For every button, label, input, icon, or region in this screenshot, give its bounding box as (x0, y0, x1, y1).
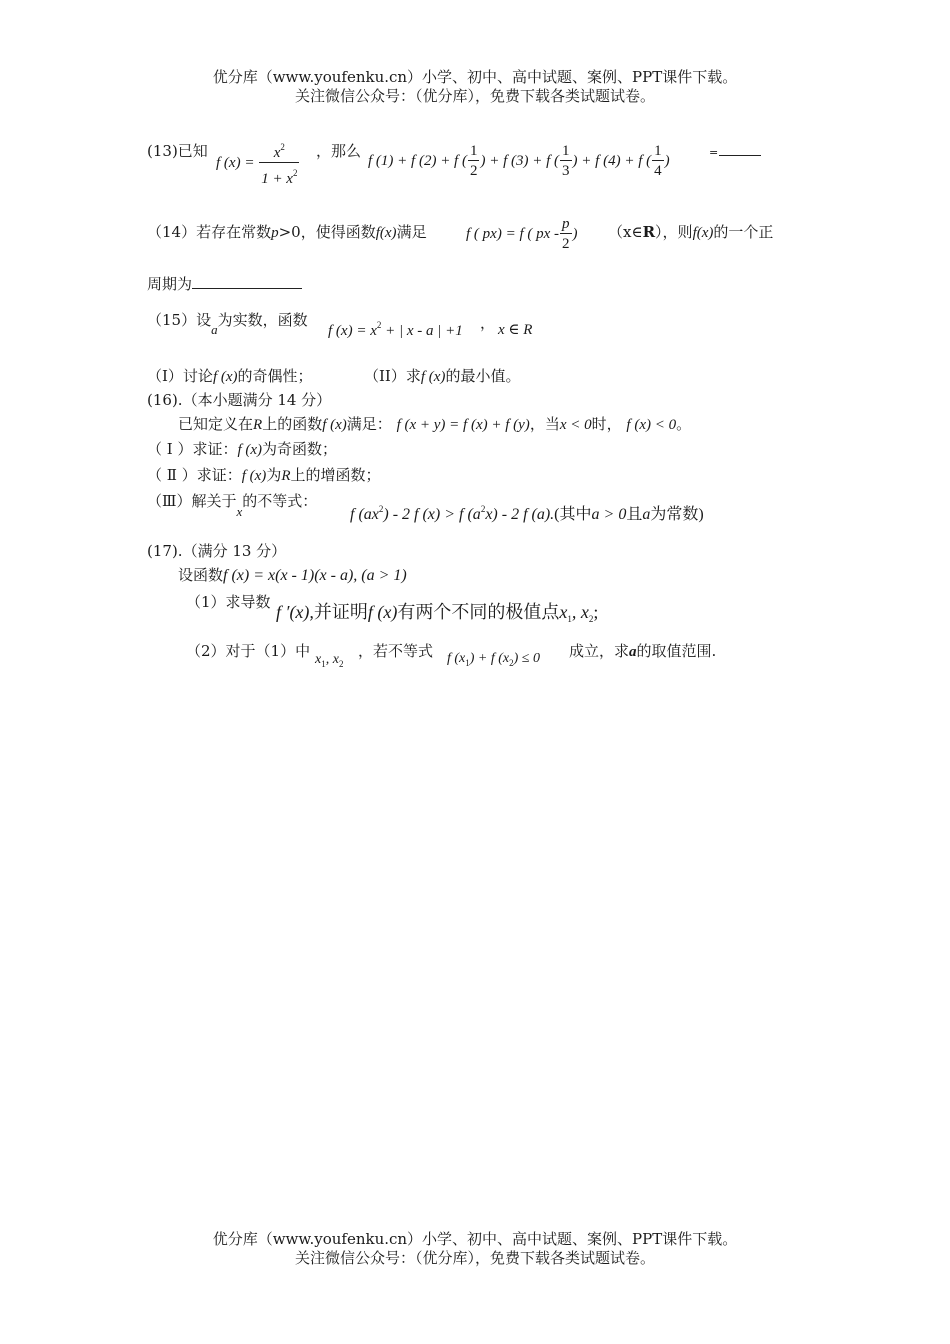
q17-part-1-semi: ; (593, 602, 599, 622)
q16-part-2-end: 上的增函数； (290, 466, 381, 484)
q13-frac-den-exp: 2 (292, 168, 298, 178)
q15-number: （15） (147, 311, 197, 329)
q16-R: R (253, 417, 263, 433)
q15-func-rest: + | x - a | +1 (381, 323, 463, 339)
q13-number: (13) (147, 142, 178, 160)
q14-line-1-end (608, 221, 773, 242)
q13-sum-part2: ) + f (3) + f ( (480, 153, 560, 169)
q16-inequality (350, 501, 704, 524)
q14-text-3: 满足 (396, 223, 427, 241)
q17-part-1-x2-sub: 2 (588, 614, 594, 624)
q14-number: （14） (147, 223, 197, 241)
q16-part-1-fx: f (x) (237, 442, 263, 458)
q16-part-2-mid: 为 (266, 466, 282, 484)
q16-part-1-label: （ Ⅰ ）求证： (147, 440, 238, 458)
q17-part-2-mid: ，若不等式 (358, 642, 434, 660)
q16-part-3-x: x (236, 504, 243, 519)
q13-close-paren: ) (664, 153, 670, 169)
q17-number: (17). (147, 542, 183, 560)
q16-cond: x < 0 (559, 417, 592, 433)
q13-frac-num-exp: 2 (280, 142, 285, 152)
q17-part-1-sep: , x (571, 602, 589, 622)
q14-equation (466, 215, 578, 254)
q14-R: R (642, 223, 656, 241)
q13-half: $\frac{1}{2}$ (469, 143, 478, 179)
q16-part-2 (147, 464, 381, 485)
q17-ineq-sub-2: 2 (509, 658, 514, 668)
q13-lead: 已知 (177, 142, 208, 160)
q17-score: （满分 13 分） (182, 542, 287, 560)
q16-note-4: a (642, 506, 651, 523)
q17-ineq-c: ) ≤ 0 (513, 651, 540, 666)
q17-part-1 (276, 598, 598, 624)
q16-ineq-a: f (ax (350, 506, 379, 523)
q14-line-1 (147, 221, 427, 242)
q15-domain: x ∈ R (498, 322, 533, 338)
q13-mid: ，那么 (316, 142, 362, 160)
q17-part-2-inequality (447, 651, 540, 668)
q15-text-1: 设 (196, 311, 212, 329)
q16-additive-eq: f (x + y) = f (x) + f (y) (396, 417, 530, 433)
q13-quarter: $\frac{1}{4}$ (654, 143, 662, 179)
q14-answer-blank (192, 288, 302, 289)
q15-parts (147, 365, 313, 386)
q13-function-def (216, 138, 300, 189)
q14-line-2 (147, 273, 302, 294)
q17-part-2-x1: x (315, 652, 322, 667)
q16-number: (16). (147, 391, 183, 409)
q16-neg: f (x) < 0 (626, 417, 677, 433)
q16-intro-4: ，当 (529, 415, 560, 433)
q17-part-1-x1-sub: 1 (567, 614, 572, 624)
q17-function: f (x) = x(x - 1)(x - a), (a > 1) (223, 567, 407, 584)
q16-part-1-end: 为奇函数； (262, 440, 338, 458)
q13-answer-blank (719, 155, 761, 156)
q16-part-2-fx: f (x) (241, 468, 267, 484)
q13-func-lhs: f (x) = (216, 155, 255, 171)
q16-note-1: (其中 (554, 506, 592, 523)
q17-part-2-sep: , x (325, 652, 339, 667)
q16-intro-1: 已知定义在 (178, 415, 254, 433)
q13-third: $\frac{1}{3}$ (562, 143, 570, 179)
header-line-2: 关注微信公众号：（优分库），免费下载各类试题试卷。 (294, 87, 655, 105)
footer-line-2: 关注微信公众号：（优分库），免费下载各类试题试卷。 (294, 1249, 655, 1267)
q15-part-1-label: （I）讨论 (147, 367, 213, 385)
q16-part-3 (147, 490, 318, 519)
q15-part-2-end: 的最小值。 (445, 367, 521, 385)
q17-part-1-mid: 并证明 (313, 602, 368, 622)
q16-score: （本小题满分 14 分） (182, 391, 332, 409)
q16-ineq-c: x) - 2 f (a). (485, 506, 555, 523)
q14-text-1: 若存在常数 (196, 223, 272, 241)
q13-frac-den: 1 + x (261, 171, 293, 187)
q16-part-3-end: 的不等式： (242, 492, 318, 510)
q17-part-2-label-box (186, 640, 310, 661)
q16-heading (147, 389, 331, 410)
q17-part-1-end: 有两个不同的极值点 (397, 602, 560, 622)
q14-cond: （x∈ (608, 223, 643, 241)
q15-a: a (211, 322, 218, 337)
q16-ineq-a-exp: 2 (378, 504, 384, 514)
q16-note-5: 为常数) (650, 506, 704, 523)
q15-line-1 (147, 309, 308, 337)
q16-part-1 (147, 438, 337, 459)
q14-p-over-2: $\frac{p}{2}$ (562, 216, 570, 252)
q17-part-2-end-2: 的取值范围. (636, 642, 717, 660)
q14-p: p (271, 225, 279, 241)
q14-eq-close: ) (572, 226, 578, 242)
q13-fraction (259, 138, 299, 189)
q15-part-2 (364, 365, 520, 386)
q17-intro-text: 设函数 (178, 566, 224, 584)
q17-part-2-x1-sub: 1 (321, 659, 326, 669)
q16-part-3-label: （Ⅲ）解关于 (147, 492, 237, 510)
q14-cond-close: ），则 (655, 223, 693, 241)
q15-exp: 2 (376, 320, 382, 330)
q16-intro-6: 。 (676, 415, 692, 433)
footer-line-1: 优分库（www.youfenku.cn）小学、初中、高中试题、案例、PPT课件下载。 (212, 1230, 738, 1248)
q17-part-2-end-1: 成立，求 (569, 642, 630, 660)
q14-text-4: 的一个正 (713, 223, 774, 241)
q13-sum (368, 142, 670, 181)
q17-heading (147, 540, 286, 561)
q17-ineq-a: f (x (447, 651, 466, 666)
q14-fx: f(x) (375, 225, 397, 241)
q17-part-2-end (569, 640, 716, 661)
q17-ineq-sub-1: 1 (465, 658, 470, 668)
q15-part-1-end: 的奇偶性； (237, 367, 313, 385)
q17-ineq-b: ) + f (x (469, 651, 510, 666)
q16-note-2: a > 0 (591, 506, 627, 523)
q15-text-2: 为实数，函数 (217, 311, 308, 329)
q13-equals: = (709, 146, 719, 159)
q15-func: f (x) = x (328, 323, 377, 339)
q13-sum-part3: ) + f (4) + f ( (572, 153, 652, 169)
q14-fx-2: f(x) (692, 225, 714, 241)
q15-function (328, 320, 463, 340)
q16-part-2-R: R (281, 468, 291, 484)
q17-part-1-x1: x (559, 602, 568, 622)
q17-part-1-fx: f (x) (367, 602, 398, 622)
q17-part-1-label: （1）求导数 (186, 593, 271, 611)
q14-eq-lhs: f ( px) = f ( px - (466, 226, 560, 242)
q16-part-2-label: （ Ⅱ ）求证： (147, 466, 242, 484)
q16-ineq-b-exp: 2 (480, 504, 486, 514)
q15-part-1-fx: f (x) (212, 369, 238, 385)
q14-text-2: >0，使得函数 (278, 223, 376, 241)
q14-period-label: 周期为 (147, 275, 193, 293)
q13-frac-num: x (273, 145, 281, 161)
header-line-1: 优分库（www.youfenku.cn）小学、初中、高中试题、案例、PPT课件下载。 (212, 68, 738, 86)
q16-intro-5: 时， (591, 415, 622, 433)
q16-intro-2: 上的函数 (262, 415, 323, 433)
q17-part-2-x2-sub: 2 (338, 659, 344, 669)
q15-comma: ， (480, 314, 496, 332)
q13-label (147, 140, 208, 161)
q17-part-1-label-box (186, 591, 271, 612)
q17-part-2-a: a (629, 644, 637, 660)
q17-part-2-vars (315, 652, 343, 669)
q16-fx: f (x) (322, 417, 347, 433)
q17-intro (178, 564, 407, 585)
q17-derivative: f ′(x), (276, 602, 314, 622)
q16-note-3: 且 (626, 506, 643, 523)
q16-intro-3: 满足： (346, 415, 392, 433)
q16-intro (178, 413, 691, 434)
q16-ineq-b: ) - 2 f (x) > f (a (383, 506, 481, 523)
q17-part-2-label: （2）对于（1）中 (186, 642, 311, 660)
q15-part-2-label: （II）求 (364, 367, 421, 385)
q15-part-2-fx: f (x) (420, 369, 446, 385)
q13-sum-part1: f (1) + f (2) + f ( (368, 153, 467, 169)
